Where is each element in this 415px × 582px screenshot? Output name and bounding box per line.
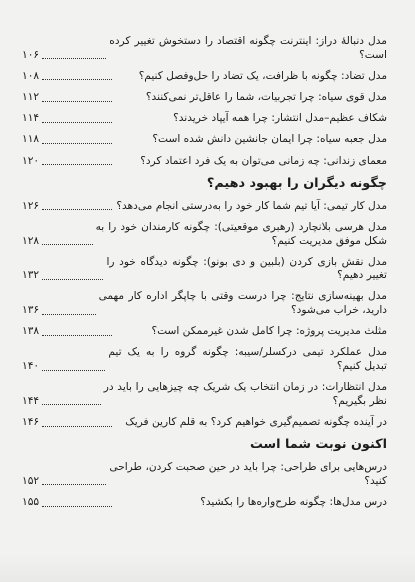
dot-leader	[42, 484, 106, 485]
toc-entry	[22, 256, 387, 283]
section-heading: چگونه دیگران را بهبود دهیم؟	[206, 175, 387, 191]
toc-entry	[22, 221, 387, 248]
dot-leader	[42, 506, 112, 507]
toc-page-number: ۱۱۲	[22, 90, 40, 103]
toc-page-number: ۱۳۲	[22, 269, 40, 282]
dot-leader	[42, 143, 112, 144]
toc-page-number: ۱۰۶	[22, 48, 40, 61]
dot-leader	[42, 314, 95, 315]
toc-entry	[22, 155, 387, 169]
dot-leader	[42, 335, 112, 336]
toc-entry-title: مدل هرسی بلانچارد (رهبری موقعیتی): چگونه کارمندان خود را به شکل موفق مدیریت کنیم؟	[95, 220, 387, 247]
dot-leader	[42, 79, 112, 80]
toc-page-number: ۱۵۵	[22, 495, 40, 508]
dot-leader	[42, 101, 112, 102]
toc-entry	[22, 35, 387, 62]
toc-entry-title: درس مدل‌ها: چگونه طرح‌واره‌ها را بکشید؟	[200, 495, 387, 508]
toc-page-number: ۱۲۸	[22, 234, 40, 247]
toc-entry-title: مدل بهینه‌سازی نتایج: چرا درست وقتی با چاپگر اداره کار مهمی دارید، خراب می‌شود؟	[98, 290, 387, 317]
toc-entry	[22, 290, 387, 317]
toc-entry-title: مدل عملکرد تیمی درکسلر/سیبه: چگونه گروه را به یک تیم تبدیل کنیم؟	[108, 346, 387, 373]
toc-entry	[22, 496, 387, 510]
toc-entry-title: مدل قوی سیاه: چرا تجربیات، شما را عاقل‌تر نمی‌کنند؟	[145, 90, 387, 103]
toc-entry	[22, 70, 387, 84]
toc-page-number: ۱۳۶	[22, 304, 40, 317]
toc-entry-title: مدل دنبالهٔ دراز: اینترنت چگونه اقتصاد را دستخوش تغییر کرده است؟	[109, 35, 387, 61]
toc-page-number: ۱۳۸	[22, 325, 40, 338]
toc-entry	[22, 200, 387, 214]
toc-entry	[22, 416, 387, 430]
toc-entry-title: در آینده چگونه تصمیم‌گیری خواهیم کرد؟ به قلم کارین فریک	[125, 416, 387, 428]
dot-leader	[42, 58, 106, 59]
toc-page-number: ۱۴۰	[22, 360, 40, 373]
toc-entry	[22, 91, 387, 105]
toc-entry	[22, 112, 387, 126]
dot-leader	[42, 279, 103, 280]
toc-page-number: ۱۲۰	[22, 154, 40, 167]
dot-leader	[42, 244, 92, 245]
dot-leader	[42, 209, 112, 210]
dot-leader	[42, 426, 112, 427]
toc-entry-title: مدل تضاد: چگونه با ظرافت، یک تضاد را حل‌وفصل کنیم؟	[138, 69, 387, 82]
toc-page-number: ۱۴۶	[22, 416, 40, 428]
page-bottom-shadow	[0, 554, 415, 582]
toc-entry-title: شکاف عظیم–مدل انتشار: چرا همه آیپاد خریدند؟	[173, 112, 387, 125]
toc-page-number: ۱۱۴	[22, 112, 40, 125]
toc-entry	[22, 461, 387, 488]
toc-entry-title: درس‌هایی برای طراحی: چرا باید در حین صحبت کردن، طراحی کنید؟	[109, 461, 387, 487]
toc-entry-title: مدل جعبه سیاه: چرا ایمان جانشین دانش شده است؟	[152, 133, 387, 146]
toc-entry	[22, 325, 387, 339]
toc-page-number: ۱۴۴	[22, 394, 40, 407]
section-heading: اکنون نوبت شما است	[249, 437, 387, 453]
toc-entry	[22, 133, 387, 147]
toc-entry-title: مدل نقش بازی کردن (بلبین و دی بونو): چگونه دیدگاه خود را تغییر دهیم؟	[106, 255, 387, 282]
toc-entry-title: معمای زندانی: چه زمانی می‌توان به یک فرد اعتماد کرد؟	[140, 154, 387, 167]
dot-leader	[42, 404, 101, 405]
table-of-contents	[22, 35, 387, 517]
toc-page-number: ۱۵۲	[22, 474, 40, 487]
toc-entry	[22, 346, 387, 373]
toc-entry-title: مثلث مدیریت پروژه: چرا کامل شدن غیرممکن است؟	[151, 325, 387, 338]
toc-entry	[22, 381, 387, 408]
toc-page-number: ۱۱۸	[22, 133, 40, 146]
toc-entry-title: مدل انتظارات: در زمان انتخاب یک شریک چه چیزهایی را باید در نظر بگیریم؟	[103, 381, 387, 407]
dot-leader	[42, 370, 105, 371]
dot-leader	[42, 164, 112, 165]
toc-entry-title: مدل کار تیمی: آیا تیم شما کار خود را به‌درستی انجام می‌دهد؟	[116, 199, 387, 212]
dot-leader	[42, 122, 112, 123]
toc-page-number: ۱۰۸	[22, 69, 40, 82]
toc-page-number: ۱۲۶	[22, 199, 40, 212]
